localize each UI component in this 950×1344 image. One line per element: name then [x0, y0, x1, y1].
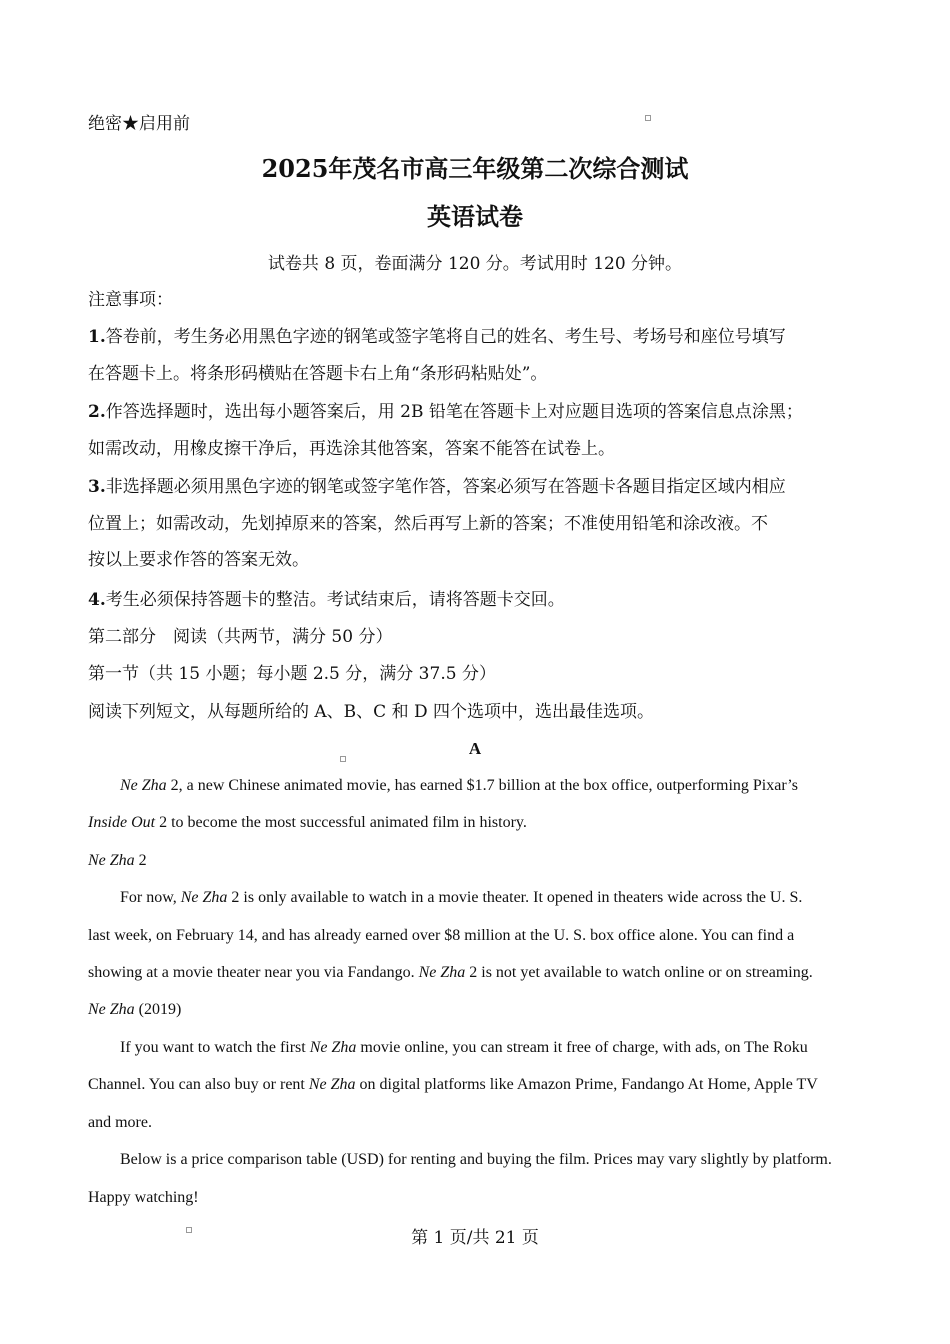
note-1-line-2: 在答题卡上。将条形码横贴在答题卡右上角“条形码粘贴处”。 [88, 364, 548, 384]
passage-p1-line-2 [88, 813, 527, 833]
part2-heading: 第二部分 阅读（共两节，满分 50 分） [88, 627, 393, 647]
exam-info: 试卷共 8 页，卷面满分 120 分。考试用时 120 分钟。 [267, 254, 683, 274]
passage-text: 2 [134, 852, 147, 869]
movie-title: Ne Zha [309, 1039, 357, 1056]
passage-text: on digital platforms like Amazon Prime, Fandango At Home, Apple TV [355, 1076, 818, 1093]
passage-text: 2 is only available to watch in a movie theater. It opened in theaters wide across the U. S. [227, 889, 803, 906]
passage-text: If you want to watch the first [120, 1039, 310, 1056]
movie-title: Inside Out [88, 814, 156, 831]
note-number: 4. [88, 590, 106, 610]
passage-text: 2 to become the most successful animated film in history. [155, 814, 527, 831]
note-text: 非选择题必须用黑色字迹的钢笔或签字笔作答，答案必须写在答题卡各题目指定区域内相应 [105, 477, 786, 497]
decor-mark [645, 115, 651, 121]
note-3-line-2: 位置上；如需改动，先划掉原来的答案，然后再写上新的答案；不准使用铅笔和涂改液。不 [88, 514, 768, 534]
note-number: 3. [88, 477, 106, 497]
note-4-line-1 [88, 588, 565, 612]
section1-instruction: 阅读下列短文，从每题所给的 A、B、C 和 D 四个选项中，选出最佳选项。 [88, 702, 655, 722]
note-number: 1. [88, 327, 106, 347]
movie-title: Ne Zha [88, 1001, 135, 1018]
subheading-ne-zha-2019 [88, 1000, 181, 1020]
movie-title: Ne Zha [120, 777, 167, 794]
passage-p2-line-3 [88, 963, 813, 983]
movie-title: Ne Zha [308, 1076, 356, 1093]
movie-title: Ne Zha [418, 964, 466, 981]
passage-p4-line-2: Happy watching! [88, 1189, 199, 1206]
note-1-line-1 [88, 325, 786, 349]
passage-p2-line-1 [120, 888, 802, 908]
passage-p4-line-1: Below is a price comparison table (USD) for renting and buying the film. Prices may vary slightly by platform. [120, 1151, 832, 1168]
section1-heading: 第一节（共 15 小题；每小题 2.5 分，满分 37.5 分） [88, 664, 496, 684]
passage-p2-line-2: last week, on February 14, and has already earned over $8 million at the U. S. box office alone. You can find a [88, 927, 795, 944]
note-text: 考生必须保持答题卡的整洁。考试结束后，请将答题卡交回。 [105, 590, 565, 610]
movie-title: Ne Zha [180, 889, 228, 906]
page-number: 第 1 页/共 21 页 [411, 1228, 539, 1248]
passage-text: (2019) [134, 1001, 182, 1018]
note-3-line-3: 按以上要求作答的答案无效。 [88, 550, 309, 570]
note-text: 作答选择题时，选出每小题答案后，用 2B 铅笔在答题卡上对应题目选项的答案信息点涂黑； [105, 402, 803, 422]
passage-p3-line-1 [120, 1038, 808, 1058]
passage-text: showing at a movie theater near you via Fandango. [88, 964, 419, 981]
movie-title: Ne Zha [88, 852, 135, 869]
passage-text: 2 is not yet available to watch online or on streaming. [465, 964, 813, 981]
exam-title: 2025年茂名市高三年级第二次综合测试 [261, 154, 689, 183]
passage-p3-line-2 [88, 1075, 818, 1095]
note-2-line-1 [88, 400, 803, 424]
note-2-line-2: 如需改动，用橡皮擦干净后，再选涂其他答案，答案不能答在试卷上。 [88, 439, 615, 459]
passage-p3-line-3: and more. [88, 1114, 152, 1131]
passage-text: Channel. You can also buy or rent [88, 1076, 309, 1093]
note-text: 答卷前，考生务必用黑色字迹的钢笔或签字笔将自己的姓名、考生号、考场号和座位号填写 [105, 327, 786, 347]
passage-text: For now, [120, 889, 181, 906]
note-3-line-1 [88, 475, 786, 499]
notes-heading: 注意事项： [88, 290, 173, 310]
exam-subtitle: 英语试卷 [427, 202, 523, 231]
passage-text: movie online, you can stream it free of charge, with ads, on The Roku [356, 1039, 808, 1056]
note-number: 2. [88, 402, 106, 422]
secret-label: 绝密★启用前 [88, 114, 190, 134]
passage-label: A [468, 739, 482, 758]
passage-text: 2, a new Chinese animated movie, has earned $1.7 billion at the box office, outperforming Pixar’s [166, 777, 798, 794]
passage-p1-line-1 [120, 776, 798, 796]
subheading-ne-zha-2 [88, 851, 147, 871]
